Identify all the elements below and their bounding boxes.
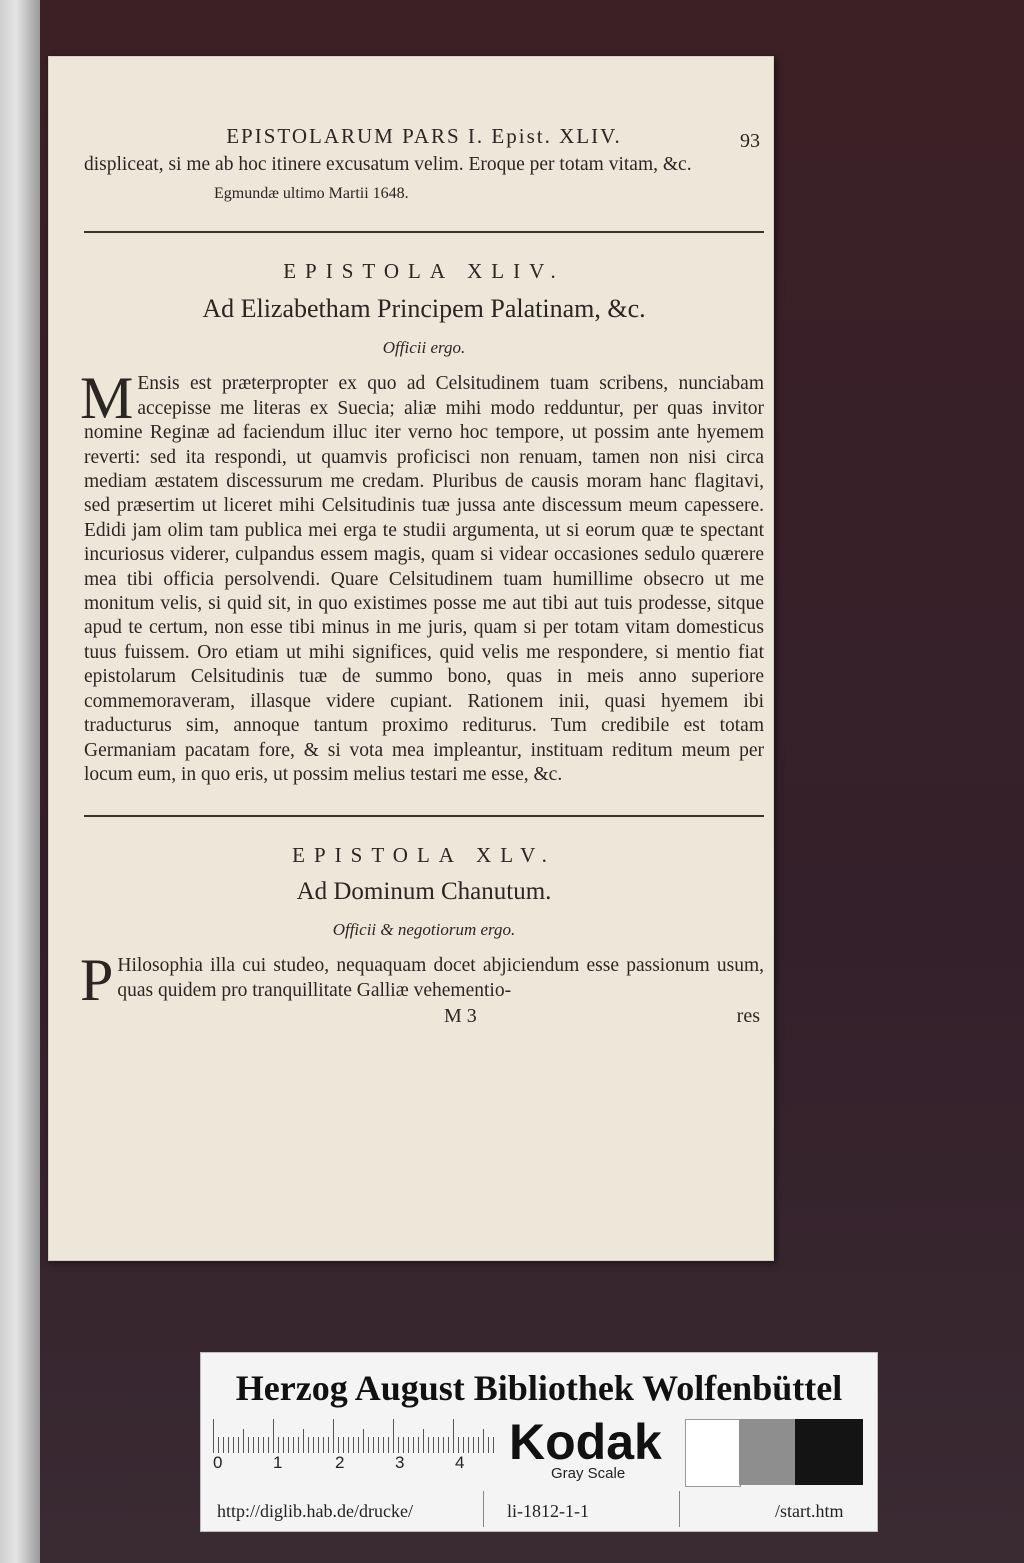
signature-mark: M 3: [444, 1005, 477, 1028]
ruler-tick: [423, 1429, 424, 1453]
ruler-tick: [438, 1437, 439, 1453]
ruler-number: 4: [455, 1453, 465, 1472]
ruler-tick: [363, 1429, 364, 1453]
letter-45-heading: EPISTOLA XLV.: [292, 843, 556, 868]
previous-letter-end: displiceat, si me ab hoc itinere excusatum velim. Eroque per totam vitam, &c.: [84, 154, 692, 175]
gray-patch-black: [795, 1419, 863, 1485]
ruler-tick: [418, 1437, 419, 1453]
ruler-tick: [258, 1437, 259, 1453]
ruler-tick: [268, 1437, 269, 1453]
ruler-tick: [228, 1437, 229, 1453]
section-rule-2: [84, 815, 764, 817]
ruler-tick: [493, 1437, 494, 1453]
left-edge-strip: [0, 0, 40, 1563]
ruler-tick: [388, 1437, 389, 1453]
ruler-number: 3: [395, 1453, 405, 1472]
ruler-tick: [298, 1437, 299, 1453]
catchword: res: [736, 1005, 760, 1028]
ruler-tick: [308, 1437, 309, 1453]
ruler-tick: [218, 1437, 219, 1453]
gray-scale-label: Gray Scale: [551, 1465, 626, 1482]
url-row: [201, 1493, 877, 1529]
ruler-tick: [333, 1419, 334, 1453]
ruler-tick: [393, 1419, 394, 1453]
section-rule: [84, 231, 764, 233]
ruler-number: 0: [213, 1453, 223, 1472]
letter-45-address: Ad Dominum Chanutum.: [296, 878, 552, 906]
book-page: [48, 56, 774, 1261]
ruler-tick: [243, 1429, 244, 1453]
ruler-tick: [378, 1437, 379, 1453]
letter-45-text: Hilosophia illa cui studeo, nequaquam docet abjiciendum esse passionum usum, quas quidem pro tranquillitate Galliæ vehementio-: [117, 955, 764, 1001]
ruler-tick: [413, 1437, 414, 1453]
ruler-tick: [293, 1437, 294, 1453]
ruler-tick: [348, 1437, 349, 1453]
ruler-tick: [433, 1437, 434, 1453]
ruler-tick: [303, 1429, 304, 1453]
previous-letter-date: Egmundæ ultimo Martii 1648.: [214, 185, 409, 203]
ruler-tick: [428, 1437, 429, 1453]
ruler-tick: [248, 1437, 249, 1453]
ruler-number: 1: [273, 1453, 283, 1472]
ruler-tick: [288, 1437, 289, 1453]
ruler-numbers: [213, 1453, 513, 1477]
ruler-tick: [213, 1419, 214, 1453]
ruler-tick: [343, 1437, 344, 1453]
letter-44-dropcap: M: [80, 365, 134, 432]
letter-44-body: [80, 365, 764, 787]
ruler-tick: [483, 1429, 484, 1453]
letter-44-text: Ensis est præterpropter ex quo ad Celsitudinem tuam scribens, nunciabam accepisse me literas ex Suecia; aliæ mihi modo redduntur, per quas invitor nomine Reginæ ad faciendum illuc iter verno hoc tempore, ut possim ante hyemem reverti: sed ita respondi, ut quamvis proficisci non renuam, tamen non nisi circa mediam æstatem discessurum me credam. Pluribus de causis moram hanc flagitavi, sed præsertim ut liceret mihi Celsitudinis tuæ jussa ante discessum meum capessere. Edidi jam olim tam publica mei erga te studii argumenta, ut si eorum quæ te spectant incuriosus viderer, culpandus essem magis, quam si videar occasiones sedulo quærere mea tibi officia persolvendi. Quare Celsitudinem tuam humillime obsecro ut me monitum velis, si quid sit, in quo existimes posse me aut tibi aut tuis prodesse, sitque apud te certum, non esse tibi minus in me juris, quam si per totam vitam domesticus tuus fuissem. Oro etiam ut mihi significes, quid velis me respondere, si mentio fiat epistolarum Celsitudinis tuæ de summo bono, quas in meis anno superiore commemoraveram, illasque videre cupiant. Rationem inii, quasi hyemem ibi traducturus sim, annoque tantum proximo rediturus. Tum credibile est totam Germaniam pacatam fore, & si vota mea impleantur, instituam reditum meum per locum eum, in quo eris, ut possim melius testari me esse, &c.: [84, 373, 764, 785]
url-id: li-1812-1-1: [507, 1501, 589, 1521]
ruler-tick: [463, 1437, 464, 1453]
ruler-tick: [238, 1437, 239, 1453]
ruler-tick: [368, 1437, 369, 1453]
kodak-logo: Kodak: [509, 1414, 662, 1470]
ruler-tick: [223, 1437, 224, 1453]
ruler-tick: [453, 1419, 454, 1453]
gray-patch-white: [685, 1419, 741, 1487]
ruler-number: 2: [335, 1453, 345, 1472]
letter-45-motive: Officii & negotiorum ergo.: [332, 920, 516, 940]
ruler-tick: [233, 1437, 234, 1453]
running-head: [84, 124, 764, 152]
ruler-tick: [443, 1437, 444, 1453]
url-base: http://diglib.hab.de/drucke/: [217, 1501, 413, 1521]
ruler-tick: [323, 1437, 324, 1453]
letter-45-dropcap: P: [80, 947, 114, 1014]
running-head-text: EPISTOLARUM PARS I. Epist. XLIV.: [226, 124, 622, 148]
gray-patch-mid: [739, 1419, 795, 1485]
ruler-tick: [488, 1437, 489, 1453]
ruler-tick: [408, 1437, 409, 1453]
letter-44-heading: EPISTOLA XLIV.: [283, 259, 565, 284]
url-end: /start.htm: [775, 1501, 844, 1521]
ruler-tick: [283, 1437, 284, 1453]
folio-number: 93: [740, 130, 760, 152]
ruler-tick: [373, 1437, 374, 1453]
library-color-bar: [200, 1352, 878, 1532]
letter-44-address: Ad Elizabetham Principem Palatinam, &c.: [202, 294, 646, 324]
ruler-tick: [353, 1437, 354, 1453]
page-footer-line: [84, 1005, 764, 1031]
ruler-tick: [263, 1437, 264, 1453]
ruler-tick: [403, 1437, 404, 1453]
ruler-tick: [473, 1437, 474, 1453]
ruler-tick: [468, 1437, 469, 1453]
library-title: Herzog August Bibliothek Wolfenbüttel: [235, 1368, 843, 1408]
ruler-tick: [383, 1437, 384, 1453]
ruler-tick: [358, 1437, 359, 1453]
page-content: [80, 124, 764, 1031]
ruler-tick: [448, 1437, 449, 1453]
ruler-tick: [313, 1437, 314, 1453]
letter-44-motive: Officii ergo.: [382, 338, 466, 358]
ruler-tick: [458, 1437, 459, 1453]
ruler-tick: [478, 1437, 479, 1453]
ruler-tick: [338, 1437, 339, 1453]
ruler-tick: [253, 1437, 254, 1453]
ruler-tick: [278, 1437, 279, 1453]
ruler-tick: [398, 1437, 399, 1453]
measurement-ruler: [213, 1417, 493, 1453]
ruler-tick: [273, 1419, 274, 1453]
letter-45-body: [80, 947, 764, 1014]
ruler-tick: [318, 1437, 319, 1453]
ruler-tick: [328, 1437, 329, 1453]
